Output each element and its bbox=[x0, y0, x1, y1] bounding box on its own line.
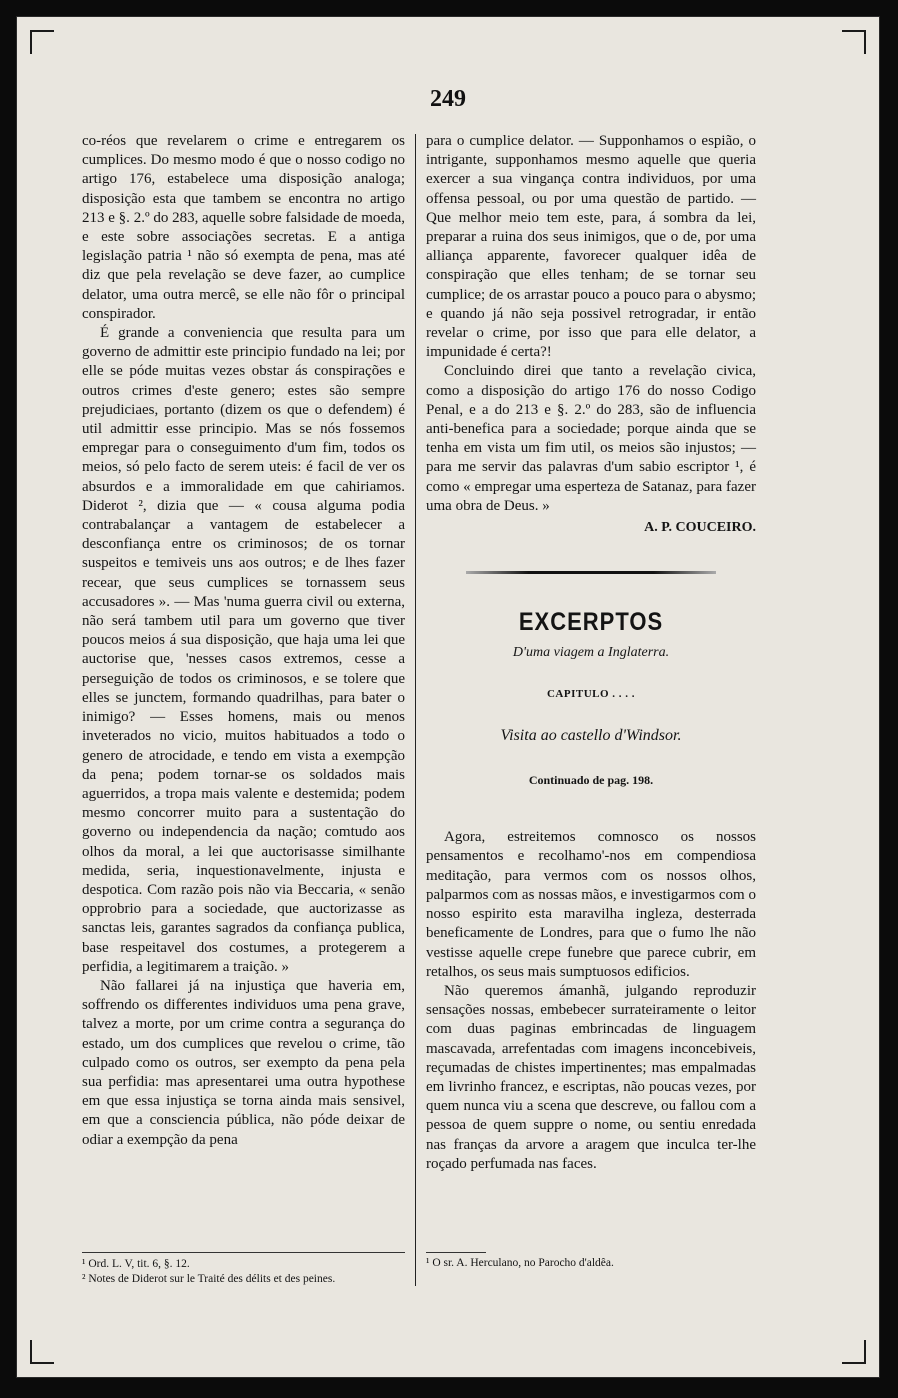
right-paragraph-2: Concluindo direi que tanto a revelação civica, como a disposição do artigo 176 do nosso Codigo Penal, e a do 213 e §. 2.º do 283, são de influencia anti-benefica para a sociedade; porque ainda que se tenha em vista um fim util, os meios são injustos; — para me servir das palavras d'um sabio escriptor ¹, é como « empregar uma esperteza de Satanaz, para fazer uma obra de Deus. » bbox=[426, 363, 756, 514]
author-signature: A. P. COUCEIRO. bbox=[644, 520, 756, 536]
page-number: 249 bbox=[430, 86, 466, 112]
left-paragraph-1: co-réos que revelarem o crime e entregarem os cumplices. Do mesmo modo é que o nosso codigo no artigo 176, estabelece uma disposição analoga; disposição esta que tambem se encontra no artigo 213 e §. 2.º do 283, aquelle sobre falsidade de moeda, e este sobre associações secretas. E a antiga legislação patria ¹ não só exempta de pena, mas até diz que pela revelação se deve fazer, ao cumplice delator, uma outra mercê, se elle não fôr o principal conspirador. bbox=[82, 133, 405, 322]
right-column bbox=[426, 132, 756, 1174]
scanned-page bbox=[16, 16, 880, 1378]
section-subtitle: D'uma viagem a Inglaterra. bbox=[512, 645, 670, 661]
right-footnote-rule bbox=[426, 1252, 486, 1253]
section-rule bbox=[466, 571, 716, 574]
visit-heading: Visita ao castello d'Windsor. bbox=[500, 726, 682, 744]
crop-mark-bottom-left bbox=[30, 1340, 54, 1364]
crop-mark-top-left bbox=[30, 30, 54, 54]
right-paragraph-1: para o cumplice delator. — Supponhamos o espião, o intrigante, supponhamos mesmo aquelle que queria exercer a sua vingança contra individuos, por uma offensa pessoal, ou por uma questão de partido. — Que melhor meio tem este, para, á sombra da lei, preparar a ruina dos seus inimigos, que o de, por uma alliança apparente, favorecer qualquer idêa de conspiração que elles tenham; de se tornar seu cumplice; de os arrastar pouco a pouco para o abysmo; e quando já não seja possivel retrogradar, ir então revelar o crime, por isso que para elle delator, a impunidade é certa?! bbox=[426, 133, 756, 361]
left-footnotes bbox=[82, 1252, 405, 1287]
excerpt-paragraph-2: Não queremos ámanhã, julgando reproduzir sensações nossas, embebecer surrateiramente o leitor com duas paginas embrincadas de linguagem mascavada, arrefentadas com imagens inconcebiveis, reçumadas de chistes impertinentes; mas empalmadas em livrinho francez, e escriptas, não poucas vezes, por quem nunca viu a scena que descreve, ou fallou com a pessoa de quem suppre o nome, ou sentiu enredada nas franças da arvore a aragem que inculca ter-lhe roçado perfumada nas faces. bbox=[426, 982, 756, 1172]
section-title: EXCERPTOS bbox=[518, 607, 664, 637]
chapter-heading: CAPITULO . . . . bbox=[546, 687, 636, 700]
left-column bbox=[82, 132, 405, 1150]
left-paragraph-3: Não fallarei já na injustiça que haveria em, soffrendo os differentes individuos uma pena grave, talvez a morte, por um crime contra a segurança do estado, um dos cumplices que revelou o crime, tão culpado como os outros, ser exempto da pena pela sua perfidia: mas apresentarei uma outra hypothese em que essa injustiça se torna ainda mais sensivel, em que a consciencia pública, não póde deixar de odiar a exempção da pena bbox=[82, 977, 405, 1148]
crop-mark-bottom-right bbox=[842, 1340, 866, 1364]
right-footnotes bbox=[426, 1252, 756, 1271]
left-footnote-rule bbox=[82, 1252, 405, 1253]
continued-note: Continuado de pag. 198. bbox=[528, 773, 654, 788]
left-paragraph-2: É grande a conveniencia que resulta para um governo de admittir este principio fundado na lei; por elle se póde muitas vezes obstar ás conspirações e outros crimes d'este genero; estes são sempre prejudiciaes, portanto (dizem os que o defendem) é util admittir esse principio. Mas se nós fossemos empregar para o conseguimento d'um fim, todos os meios, só pelo facto de serem uteis: é facil de ver os absurdos e a immoralidade em que cahiriamos. Diderot ², dizia que — « cousa alguma podia contrabalançar a vantagem de estabelecer a desconfiança entre os criminosos; de os tornar suspeitos e temiveis uns aos outros; e de lhes fazer recear, que seus cumplices se tornassem seus accusadores ». — Mas 'numa guerra civil ou externa, não será tambem util para um governo que tiver poucos meios á sua disposição, que haja uma lei que auctorise que, 'nesses casos extremos, cesse a perseguição de todos os criminosos, e se tolere que elles se junctem, formando quadrilhas, para bater o inimigo? — Esses homens, mais ou menos inveterados no vicio, muitos habituados a todo o genero de atrocidade, e tendo em vista a exempção da pena; podem tornar-se os soldados mais aguerridos, a tropa mais valente e destemida; podem mesmo concorrer muito para a sustentação do governo ou independencia da nação; comtudo aos olhos da moral, a lei que auctorisasse similhante medida, seria, inquestionavelmente, injusta e despotica. Com razão pois não via Beccaria, « senão opprobrio para a sociedade, que auctorizasse as sanctas leis, garantes sagrados da confiança publica, base respeitavel dos costumes, a protegerem a perfidia, a legitimarem a traição. » bbox=[82, 325, 405, 975]
left-footnote-1: ¹ Ord. L. V, tit. 6, §. 12. bbox=[82, 1258, 190, 1270]
crop-mark-top-right bbox=[842, 30, 866, 54]
excerpt-paragraph-1: Agora, estreitemos comnosco os nossos pensamentos e recolhamo'-nos em compendiosa meditação, para vermos com os nossos olhos, palparmos com as nossas mãos, e investigarmos com o nosso espirito esta maravilha ingleza, desterrada beneficamente de Londres, para que o fumo lhe não vestisse aquelle crepe funebre que parece cubrir, em retalhos, os seus mais sumptuosos edificios. bbox=[426, 829, 756, 980]
left-footnote-2: ² Notes de Diderot sur le Traité des délits et des peines. bbox=[82, 1273, 336, 1285]
column-divider bbox=[415, 134, 416, 1286]
right-footnote-1: ¹ O sr. A. Herculano, no Parocho d'aldêa. bbox=[426, 1257, 614, 1269]
